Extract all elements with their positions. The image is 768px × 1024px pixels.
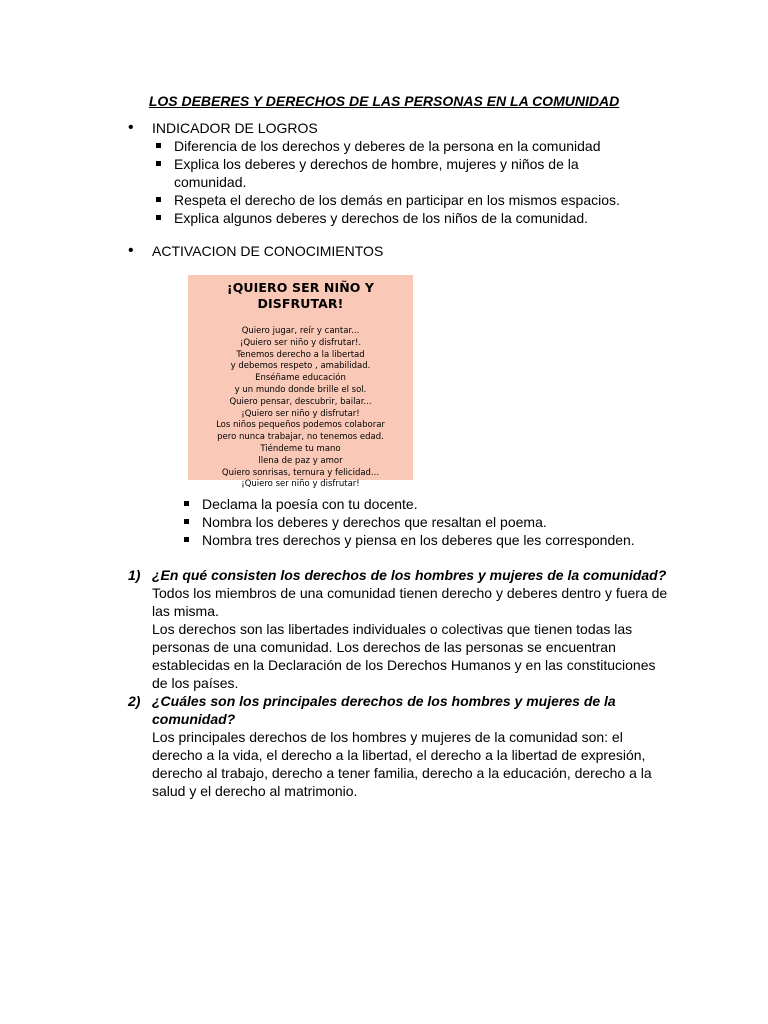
indicador-heading: INDICADOR DE LOGROS [152,120,318,136]
questions-section [128,566,668,800]
poem-line: Quiero pensar, descubrir, bailar... [229,396,372,407]
answer-paragraph: Todos los miembros de una comunidad tienen derecho y deberes dentro y fuera de las misma. [152,585,668,619]
question-number: 1) [128,567,141,583]
indicador-list [152,137,622,227]
question-number: 2) [128,693,141,709]
answer-paragraph: Los derechos son las libertades individuales o colectivas que tienen todas las personas de una comunidad. Los derechos de las personas se encuentran establecidas en la Declaración de los Derechos Humanos y en las constituciones de los países. [152,621,656,691]
poem-line: Quiero sonrisas, ternura y felicidad... [221,467,380,478]
question-item [128,566,668,692]
poem-line: Enséñame educación [255,373,346,384]
list-item: Explica algunos deberes y derechos de los niños de la comunidad. [152,209,622,227]
poem-line: ¡Quiero ser niño y disfrutar! [241,408,360,419]
poem-image [188,275,413,490]
list-item: Declama la poesía con tu docente. [180,495,700,513]
activacion-section [128,242,688,260]
poem-line: llena de paz y amor [258,455,343,466]
poem-line: Tenemos derecho a la libertad [236,349,365,360]
poem-line: ¡Quiero ser niño y disfrutar! [241,479,360,490]
activacion-heading-line [128,242,688,260]
poem-lines [188,326,413,491]
question-text: ¿En qué consisten los derechos de los hombres y mujeres de la comunidad? [152,567,667,583]
poem-line: ¡Quiero ser niño y disfrutar!. [239,337,362,348]
list-item: Diferencia de los derechos y deberes de la persona en la comunidad [152,137,622,155]
poem-line: pero nunca trabajar, no tenemos edad. [217,432,384,443]
document-title: LOS DEBERES Y DERECHOS DE LAS PERSONAS EN LA COMUNIDAD [148,93,620,109]
poem-title: ¡QUIERO SER NIÑO Y DISFRUTAR! [226,280,375,311]
list-item: Nombra tres derechos y piensa en los deberes que les corresponden. [180,531,700,549]
bullet-icon: • [128,119,134,136]
poem-line: y debemos respeto , amabilidad. [230,361,371,372]
list-item: Explica los deberes y derechos de hombre, mujeres y niños de la comunidad. [152,155,622,191]
activacion-heading: ACTIVACION DE CONOCIMIENTOS [152,243,384,259]
poem-line: y un mundo donde brille el sol. [234,384,367,395]
answer-paragraph: Los principales derechos de los hombres y mujeres de la comunidad son: el derecho a la vida, el derecho a la libertad, el derecho a la libertad de expresión, derecho al trabajo, derecho a tener familia, derecho a la educación, derecho a la salud y el derecho al matrimonio. [152,729,652,799]
tasks-list [180,495,700,549]
poem-line: Quiero jugar, reír y cantar... [241,326,360,336]
question-item [128,692,668,800]
list-item: Nombra los deberes y derechos que resaltan el poema. [180,513,700,531]
question-text: ¿Cuáles son los principales derechos de los hombres y mujeres de la comunidad? [152,693,616,727]
indicador-heading-line [128,119,688,137]
list-item: Respeta el derecho de los demás en participar en los mismos espacios. [152,191,622,209]
poem-line: Los niños pequeños podemos colaborar [216,420,385,431]
indicador-section [128,119,688,227]
bullet-icon: • [128,242,134,259]
poem-line: Tiéndeme tu mano [260,443,341,454]
